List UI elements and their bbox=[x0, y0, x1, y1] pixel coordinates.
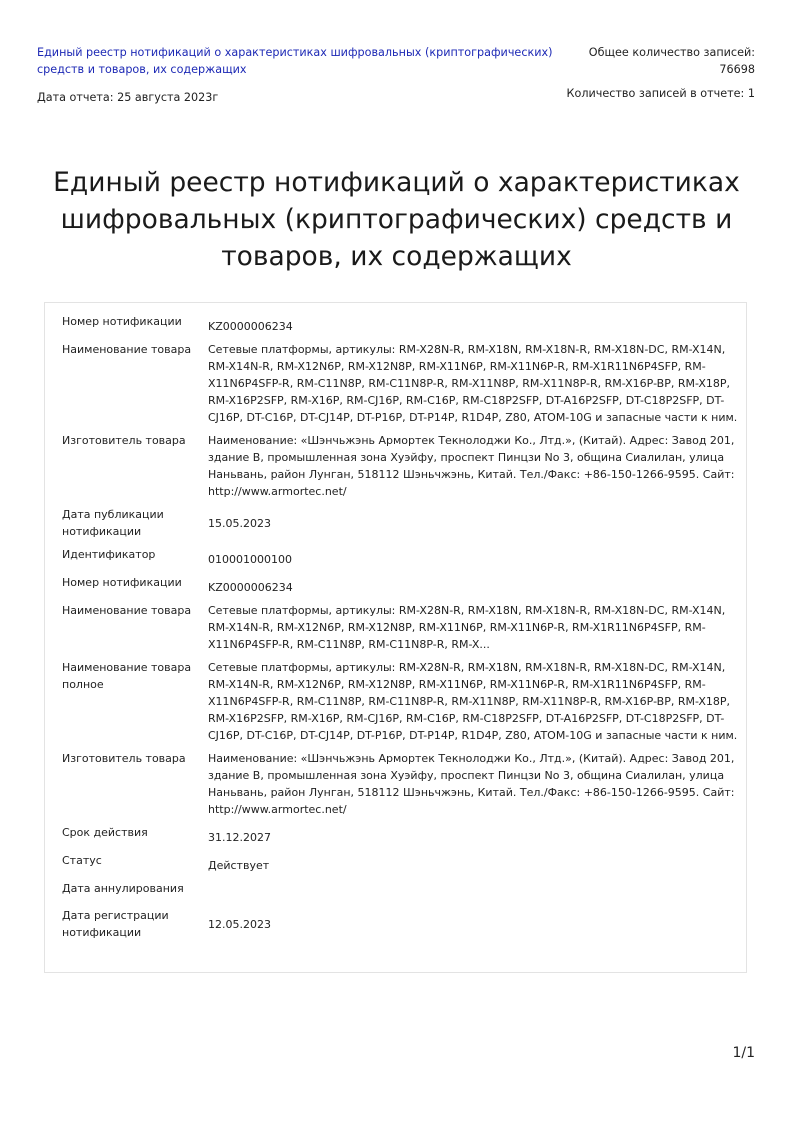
field-value: Наименование: «Шэнчьжэнь Армортек Текнолоджи Ко., Лтд.», (Китай). Адрес: Завод 201, здание B, промышленная зона Хуэйфу, проспект Пинцзи No 3, община Сиалилан, улица Наньвань, район Лунган, 518112 Шэньчжэнь, Китай. Тел./Факс: +86-150-1266-9595. Сайт: http://www.armortec.net/ bbox=[208, 434, 735, 498]
field-value: KZ0000006234 bbox=[208, 320, 293, 333]
field-label: Наименование товара bbox=[62, 604, 192, 617]
table-row bbox=[62, 659, 742, 744]
field-label: Номер нотификации bbox=[62, 315, 182, 328]
table-row bbox=[62, 546, 742, 568]
page-title: Единый реестр нотификаций о характеристиках шифровальных (криптографических) средств и товаров, их содержащих bbox=[53, 167, 740, 272]
field-label: Дата аннулирования bbox=[62, 882, 184, 895]
field-value: KZ0000006234 bbox=[208, 581, 293, 594]
field-label: Наименование товара полное bbox=[62, 661, 192, 691]
table-row bbox=[62, 506, 742, 540]
field-value: Сетевые платформы, артикулы: RM-X28N-R, RM-X18N, RM-X18N-R, RM-X18N-DC, RM-X14N, RM-X14N-R, RM-X12N6P, RM-X12N8P, RM-X11N6P, RM-X11N6P-R, RM-X1R11N6P4SFP, RM-X11N6P4SFP-R, RM-C11N8P, RM-C11N8P-R, RM-X... bbox=[208, 604, 726, 651]
report-date: Дата отчета: 25 августа 2023г bbox=[37, 91, 219, 104]
field-label: Изготовитель товара bbox=[62, 434, 186, 447]
field-value: Сетевые платформы, артикулы: RM-X28N-R, RM-X18N, RM-X18N-R, RM-X18N-DC, RM-X14N, RM-X14N-R, RM-X12N6P, RM-X12N8P, RM-X11N6P, RM-X11N6P-R, RM-X1R11N6P4SFP, RM-X11N6P4SFP-R, RM-C11N8P, RM-C11N8P-R, RM-X11N8P, RM-X11N8P-R, RM-X16P-BP, RM-X18P, RM-X16P2SFP, RM-X16P, RM-CJ16P, RM-C16P, RM-C18P2SFP, DT-A16P2SFP, DT-C18P2SFP, DT-CJ16P, DT-C16P, DT-CJ14P, DT-P16P, DT-P14P, R1D4P, Z80, ATOM-10G и запасные части к ним. bbox=[208, 661, 738, 742]
table-row bbox=[62, 880, 742, 897]
field-value: Наименование: «Шэнчьжэнь Армортек Текнолоджи Ко., Лтд.», (Китай). Адрес: Завод 201, здание B, промышленная зона Хуэйфу, проспект Пинцзи No 3, община Сиалилан, улица Наньвань, район Лунган, 518112 Шэньчжэнь, Китай. Тел./Факс: +86-150-1266-9595. Сайт: http://www.armortec.net/ bbox=[208, 752, 735, 816]
table-row bbox=[62, 750, 742, 818]
field-label: Идентификатор bbox=[62, 548, 156, 561]
field-value: Сетевые платформы, артикулы: RM-X28N-R, RM-X18N, RM-X18N-R, RM-X18N-DC, RM-X14N, RM-X14N-R, RM-X12N6P, RM-X12N8P, RM-X11N6P, RM-X11N6P-R, RM-X1R11N6P4SFP, RM-X11N6P4SFP-R, RM-C11N8P, RM-C11N8P-R, RM-X11N8P, RM-X11N8P-R, RM-X16P-BP, RM-X18P, RM-X16P2SFP, RM-X16P, RM-CJ16P, RM-C16P, RM-C18P2SFP, DT-A16P2SFP, DT-C18P2SFP, DT-CJ16P, DT-C16P, DT-CJ14P, DT-P16P, DT-P14P, R1D4P, Z80, ATOM-10G и запасные части к ним. bbox=[208, 343, 738, 424]
table-row bbox=[62, 432, 742, 500]
record-counts bbox=[565, 44, 755, 109]
table-row bbox=[62, 852, 742, 874]
field-label: Наименование товара bbox=[62, 343, 192, 356]
field-label: Изготовитель товара bbox=[62, 752, 186, 765]
table-row bbox=[62, 341, 742, 426]
field-value: 31.12.2027 bbox=[208, 831, 271, 844]
field-value: Действует bbox=[208, 859, 270, 872]
table-row bbox=[62, 313, 742, 335]
report-title-link[interactable]: Единый реестр нотификаций о характеристиках шифровальных (криптографических) средств и товаров, их содержащих bbox=[37, 46, 553, 76]
table-row bbox=[62, 602, 742, 653]
records-in-report: Количество записей в отчете: 1 bbox=[566, 87, 755, 100]
table-row bbox=[62, 907, 742, 941]
field-label: Статус bbox=[62, 854, 102, 867]
table-row bbox=[62, 574, 742, 596]
field-value: 15.05.2023 bbox=[208, 516, 271, 530]
field-label: Дата регистрации нотификации bbox=[62, 909, 169, 939]
field-label: Срок действия bbox=[62, 826, 148, 839]
field-label: Номер нотификации bbox=[62, 576, 182, 589]
page-number: 1/1 bbox=[732, 1045, 755, 1061]
record-table bbox=[62, 313, 742, 947]
field-label: Дата публикации нотификации bbox=[62, 508, 164, 538]
table-row bbox=[62, 824, 742, 846]
field-value: 010001000100 bbox=[208, 553, 292, 566]
total-records: Общее количество записей: 76698 bbox=[588, 46, 755, 76]
record-card bbox=[44, 302, 747, 973]
field-value: 12.05.2023 bbox=[208, 917, 271, 931]
